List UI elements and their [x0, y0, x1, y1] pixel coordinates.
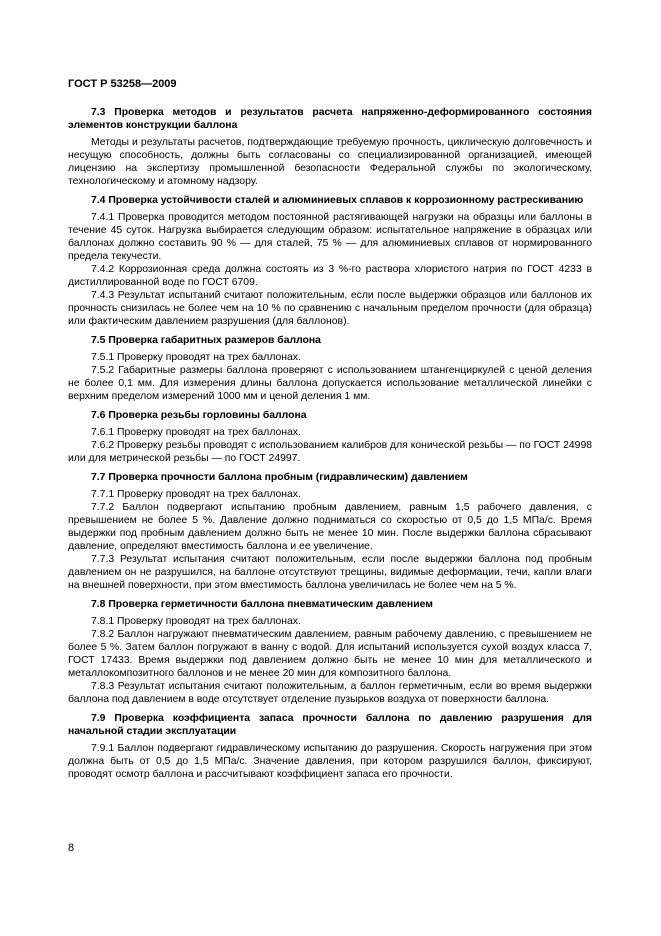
section-title: 7.6 Проверка резьбы горловины баллона — [91, 410, 307, 421]
section-7-7 — [68, 471, 592, 592]
section-7-3 — [68, 106, 592, 188]
paragraph: 7.6.2 Проверку резьбы проводят с использованием калибров для конической резьбы — по ГОСТ 24998 или для метрической резьбы — по ГОСТ 24997. — [68, 440, 592, 464]
paragraph: 7.4.3 Результат испытаний считают положительным, если после выдержки образцов или баллонов их прочность снизилась не более чем на 10 % по сравнению с начальным пределом прочности (для образца) или фактическим давлением разрушения (для баллонов). — [68, 290, 592, 327]
section-7-4 — [68, 194, 592, 328]
paragraph: 7.7.3 Результат испытания считают положительным, если после выдержки баллона под пробным давлением он не разрушился, на баллоне отсутствуют трещины, видимые деформации, течи, капли влаги на внешней поверхности, при этом вместимость баллона увеличилась не более чем на 5 %. — [68, 554, 592, 591]
paragraph: 7.8.3 Результат испытания считают положительным, а баллон герметичным, если во время выдержки баллона под давлением в воде отсутствует отделение пузырьков воздуха от поверхности баллона. — [68, 681, 592, 705]
section-title: 7.9 Проверка коэффициента запаса прочности баллона по давлению разрушения для начальной стадии эксплуатации — [68, 713, 592, 737]
paragraph: 7.7.2 Баллон подвергают испытанию пробным давлением, равным 1,5 рабочего давления, с превышением не более 5 %. Давление должно подниматься со скоростью от 0,5 до 1,5 МПа/с. Время выдержки под пробным давлением должно быть не менее 10 мин. После выдержки баллона сбрасывают давление, определяют вместимость баллона и ее увеличение. — [68, 502, 592, 552]
document-code: ГОСТ Р 53258—2009 — [68, 78, 177, 90]
paragraph: 7.9.1 Баллон подвергают гидравлическому испытанию до разрушения. Скорость нагружения при этом должна быть от 0,5 до 1,5 МПа/с. Значение давления, при котором разрушился баллон, фиксируют, проводят осмотр баллона и рассчитывают коэффициент запаса его прочности. — [68, 743, 592, 780]
section-7-9 — [68, 712, 592, 781]
paragraph: 7.7.1 Проверку проводят на трех баллонах. — [91, 489, 301, 500]
paragraph: 7.5.2 Габаритные размеры баллона проверяют с использованием штангенциркулей с ценой деления не более 0,1 мм. Для измерения длины баллона допускается использование металлической линейки с верхним пределом измерений 1000 мм и ценой деления 1 мм. — [68, 365, 592, 402]
section-7-5 — [68, 334, 592, 403]
section-title: 7.7 Проверка прочности баллона пробным (гидравлическим) давлением — [91, 472, 468, 483]
paragraph: 7.8.2 Баллон нагружают пневматическим давлением, равным рабочему давлению, с превышением не более 5 %. Затем баллон погружают в ванну с водой. Для испытаний используется сухой воздух класса 7, ГОСТ 17433. Время выдержки под давлением должно быть не менее 10 мин для металлического и металлокомпозитного баллонов и не менее 20 мин для композитного баллона. — [68, 629, 592, 679]
paragraph: 7.5.1 Проверку проводят на трех баллонах. — [91, 352, 301, 363]
paragraph: 7.4.2 Коррозионная среда должна состоять из 3 %-го раствора хлористого натрия по ГОСТ 4233 в дистиллированной воде по ГОСТ 6709. — [68, 264, 592, 288]
page-number: 8 — [68, 842, 75, 854]
section-title: 7.4 Проверка устойчивости сталей и алюминиевых сплавов к коррозионному растрескиванию — [91, 195, 584, 206]
paragraph: 7.8.1 Проверку проводят на трех баллонах. — [91, 616, 301, 627]
section-7-8 — [68, 598, 592, 706]
section-7-6 — [68, 409, 592, 465]
paragraph: 7.6.1 Проверку проводят на трех баллонах. — [91, 427, 301, 438]
section-title: 7.5 Проверка габаритных размеров баллона — [91, 335, 321, 346]
paragraph: Методы и результаты расчетов, подтверждающие требуемую прочность, циклическую долговечность и несущую способность, должны быть согласованы со специализированной организацией, имеющей лицензию на экспертизу промышленной безопасности Федеральной службы по экологическому, технологическому и атомному надзору. — [68, 137, 592, 187]
document-body — [68, 106, 592, 787]
section-title: 7.3 Проверка методов и результатов расчета напряженно-деформированного состояния элементов конструкции баллона — [68, 107, 592, 131]
section-title: 7.8 Проверка герметичности баллона пневматическим давлением — [91, 599, 433, 610]
paragraph: 7.4.1 Проверка проводится методом постоянной растягивающей нагрузки на образцы или баллоны в течение 45 суток. Нагрузка выбирается следующим образом: испытательное напряжение в образцах или баллонах должно составить 90 % — для сталей, 75 % — для алюминиевых сплавов от нормированного предела текучести. — [68, 212, 592, 262]
